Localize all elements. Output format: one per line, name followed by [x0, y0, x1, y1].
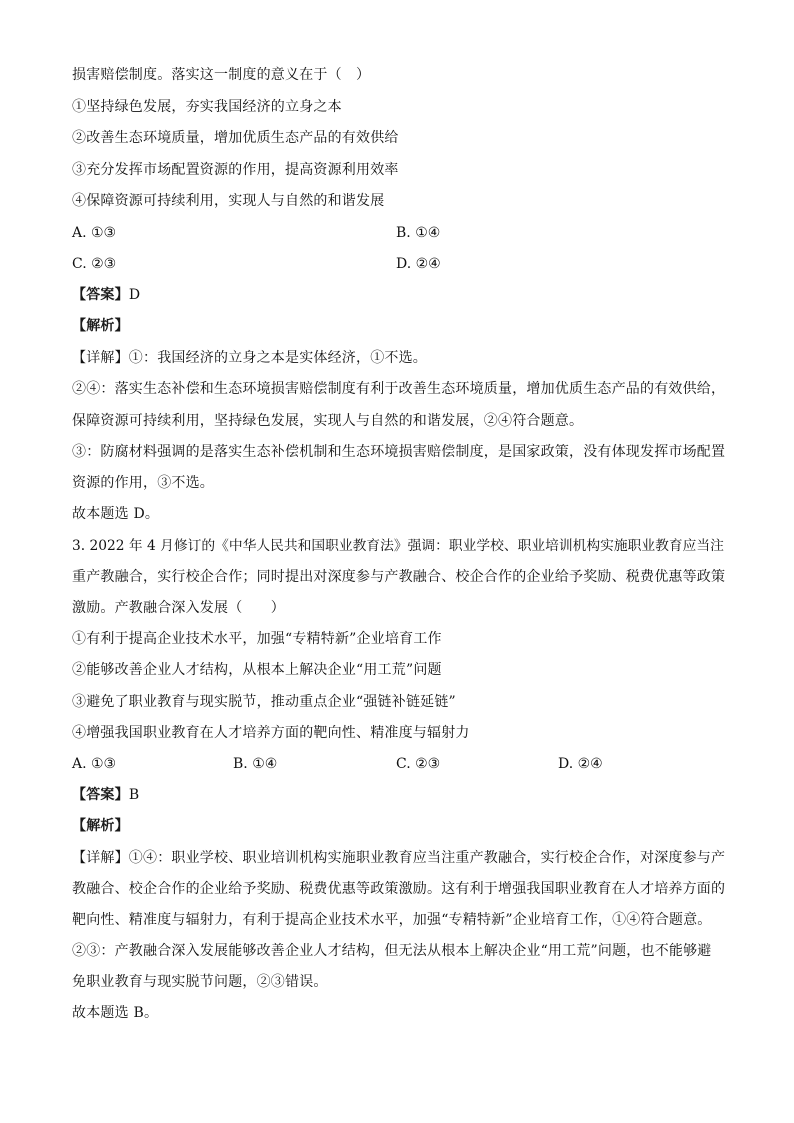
- q3-detail-3: 靶向性、精准度与辐射力，有利于提高企业技术水平，加强“专精特新”企业培育工作，①④符合题意。: [72, 912, 712, 928]
- q2-detail-4: ③：防腐材料强调的是落实生态补偿机制和生态环境损害赔偿制度，是国家政策，没有体现发挥市场配置: [72, 444, 726, 460]
- q3-item-1: ①有利于提高企业技术水平，加强“专精特新”企业培育工作: [72, 631, 442, 647]
- q2-option-a: A. ①③: [72, 225, 117, 241]
- q3-option-a: A. ①③: [72, 756, 117, 772]
- q2-item-3: ③充分发挥市场配置资源的作用，提高资源利用效率: [72, 162, 399, 178]
- q2-option-c: C. ②③: [72, 256, 117, 272]
- q2-option-d: D. ②④: [396, 256, 441, 272]
- q2-analysis-tag: 【解析】: [72, 318, 129, 334]
- q3-item-3: ③避免了职业教育与现实脱节，推动重点企业“强链补链延链”: [72, 694, 456, 710]
- q2-answer-tag: 【答案】: [72, 287, 129, 303]
- q3-option-d: D. ②④: [558, 756, 603, 772]
- q2-answer-value: D: [128, 287, 141, 303]
- q3-option-c: C. ②③: [396, 756, 441, 772]
- q2-answer-line: [72, 285, 732, 305]
- q3-detail-2: 教融合、校企合作的企业给予奖励、税费优惠等政策激励。这有利于增强我国职业教育在人才培养方面的: [72, 881, 726, 897]
- q3-stem-1: 3. 2022 年 4 月修订的《中华人民共和国职业教育法》强调：职业学校、职业培训机构实施职业教育应当注: [72, 538, 724, 554]
- q3-stem-2: 重产教融合，实行校企合作；同时提出对深度参与产教融合、校企合作的企业给予奖励、税费优惠等政策: [72, 569, 726, 585]
- q2-item-4: ④保障资源可持续利用，实现人与自然的和谐发展: [72, 193, 385, 209]
- q3-conclusion: 故本题选 B。: [72, 1005, 159, 1021]
- q2-detail-2: ②④：落实生态补偿和生态环境损害赔偿制度有利于改善生态环境质量，增加优质生态产品的有效供给，: [72, 381, 726, 397]
- q3-option-b: B. ①④: [233, 756, 278, 772]
- q3-detail-1: 【详解】①④：职业学校、职业培训机构实施职业教育应当注重产教融合，实行校企合作，对深度参与产: [72, 850, 726, 866]
- q3-analysis-tag: 【解析】: [72, 818, 129, 834]
- q2-detail-5: 资源的作用，③不选。: [72, 475, 214, 491]
- q3-stem-3: 激励。产教融合深入发展（ ）: [72, 600, 285, 616]
- q2-detail-1: 【详解】①：我国经济的立身之本是实体经济，①不选。: [72, 350, 427, 366]
- q3-answer-tag: 【答案】: [72, 787, 129, 803]
- q3-detail-5: 免职业教育与现实脱节问题，②③错误。: [72, 974, 328, 990]
- q2-option-b: B. ①④: [396, 225, 441, 241]
- q2-item-1: ①坚持绿色发展，夯实我国经济的立身之本: [72, 99, 342, 115]
- q2-conclusion: 故本题选 D。: [72, 506, 160, 522]
- q3-item-2: ②能够改善企业人才结构，从根本上解决企业“用工荒”问题: [72, 662, 442, 678]
- q3-detail-4: ②③：产教融合深入发展能够改善企业人才结构，但无法从根本上解决企业“用工荒”问题，也不能够避: [72, 943, 712, 959]
- q2-item-2: ②改善生态环境质量，增加优质生态产品的有效供给: [72, 130, 399, 146]
- q3-answer-value: B: [128, 787, 140, 803]
- q2-intro: 损害赔偿制度。落实这一制度的意义在于（ ）: [72, 67, 371, 83]
- q3-item-4: ④增强我国职业教育在人才培养方面的靶向性、精准度与辐射力: [72, 725, 470, 741]
- q3-answer-line: [72, 785, 732, 805]
- q2-detail-3: 保障资源可持续利用，坚持绿色发展，实现人与自然的和谐发展，②④符合题意。: [72, 413, 584, 429]
